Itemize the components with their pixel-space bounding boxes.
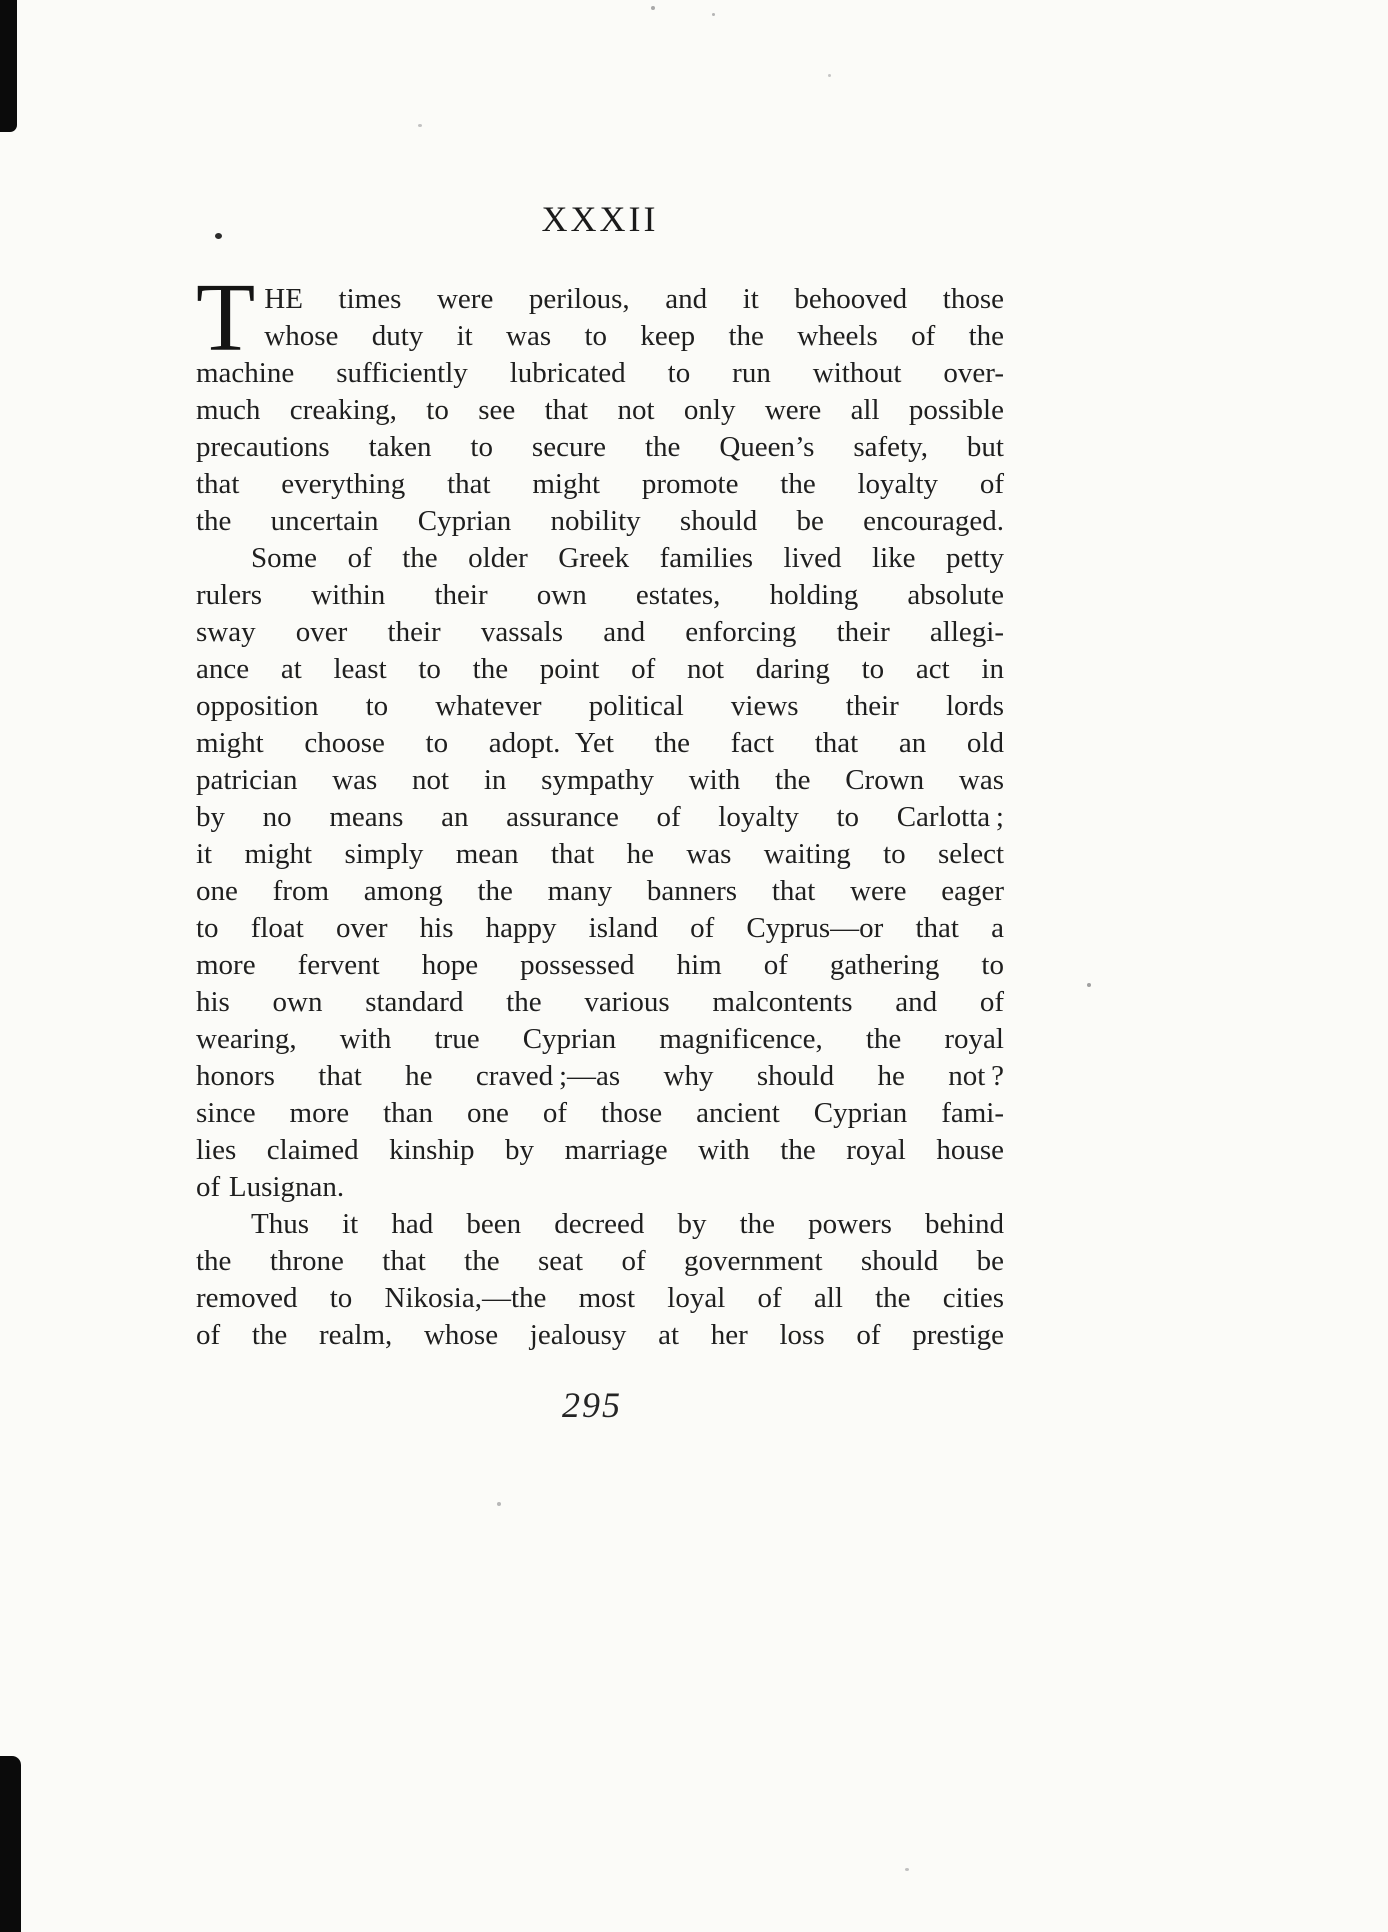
scan-artifact-bottom-left <box>0 1756 21 1932</box>
ink-speck <box>1087 983 1091 987</box>
ink-speck <box>905 1868 909 1871</box>
paragraph <box>196 264 1004 540</box>
text-line: Thus it had been decreed by the powers behind <box>251 1208 1004 1240</box>
ink-speck <box>651 6 655 10</box>
text-line: ance at least to the point of not daring to act in <box>196 653 1004 685</box>
text-line: his own standard the various malcontents and of <box>196 986 1004 1018</box>
scan-artifact-top-left <box>0 0 17 132</box>
text-line: patrician was not in sympathy with the Crown was <box>196 764 1004 796</box>
text-line: by no means an assurance of loyalty to Carlotta ; <box>196 801 1004 833</box>
text-line: machine sufficiently lubricated to run without over- <box>196 357 1004 389</box>
text-line: much creaking, to see that not only were all possible <box>196 394 1004 426</box>
text-line: wearing, with true Cyprian magnificence, the royal <box>196 1023 1004 1055</box>
chapter-heading: XXXII <box>541 199 659 239</box>
text-line: might choose to adopt. Yet the fact that an old <box>196 727 1004 759</box>
text-line: Some of the older Greek families lived like petty <box>251 542 1004 574</box>
text-line: sway over their vassals and enforcing their allegi- <box>196 616 1004 648</box>
paragraph <box>196 540 1004 1206</box>
text-line: lies claimed kinship by marriage with the royal house <box>196 1134 1004 1166</box>
text-line: rulers within their own estates, holding absolute <box>196 579 1004 611</box>
paragraph <box>196 1206 1004 1354</box>
page-number: 295 <box>562 1385 622 1425</box>
drop-cap: T <box>196 264 256 371</box>
text-line: precautions taken to secure the Queen’s safety, but <box>196 431 1004 463</box>
text-line: opposition to whatever political views their lords <box>196 690 1004 722</box>
ink-speck <box>712 13 715 16</box>
text-line: whose duty it was to keep the wheels of the <box>264 320 1004 352</box>
ink-speck <box>418 124 422 127</box>
text-line: the uncertain Cyprian nobility should be encouraged. <box>196 505 1004 537</box>
text-line: more fervent hope possessed him of gathering to <box>196 949 1004 981</box>
text-line: since more than one of those ancient Cyprian fami- <box>196 1097 1004 1129</box>
text-line: that everything that might promote the loyalty of <box>196 468 1004 500</box>
text-line: HE times were perilous, and it behooved those <box>264 283 1004 315</box>
text-line: one from among the many banners that were eager <box>196 875 1004 907</box>
text-line: the throne that the seat of government should be <box>196 1245 1004 1277</box>
text-line: it might simply mean that he was waiting to select <box>196 838 1004 870</box>
text-line: removed to Nikosia,—the most loyal of all the cities <box>196 1282 1004 1314</box>
text-line: of Lusignan. <box>196 1171 345 1203</box>
text-line: honors that he craved ;—as why should he not ? <box>196 1060 1004 1092</box>
text-line: of the realm, whose jealousy at her loss of prestige <box>196 1319 1004 1351</box>
ink-speck <box>497 1502 501 1506</box>
text-block <box>196 264 1004 1354</box>
ink-speck <box>828 74 831 77</box>
text-line: to float over his happy island of Cyprus—or that a <box>196 912 1004 944</box>
